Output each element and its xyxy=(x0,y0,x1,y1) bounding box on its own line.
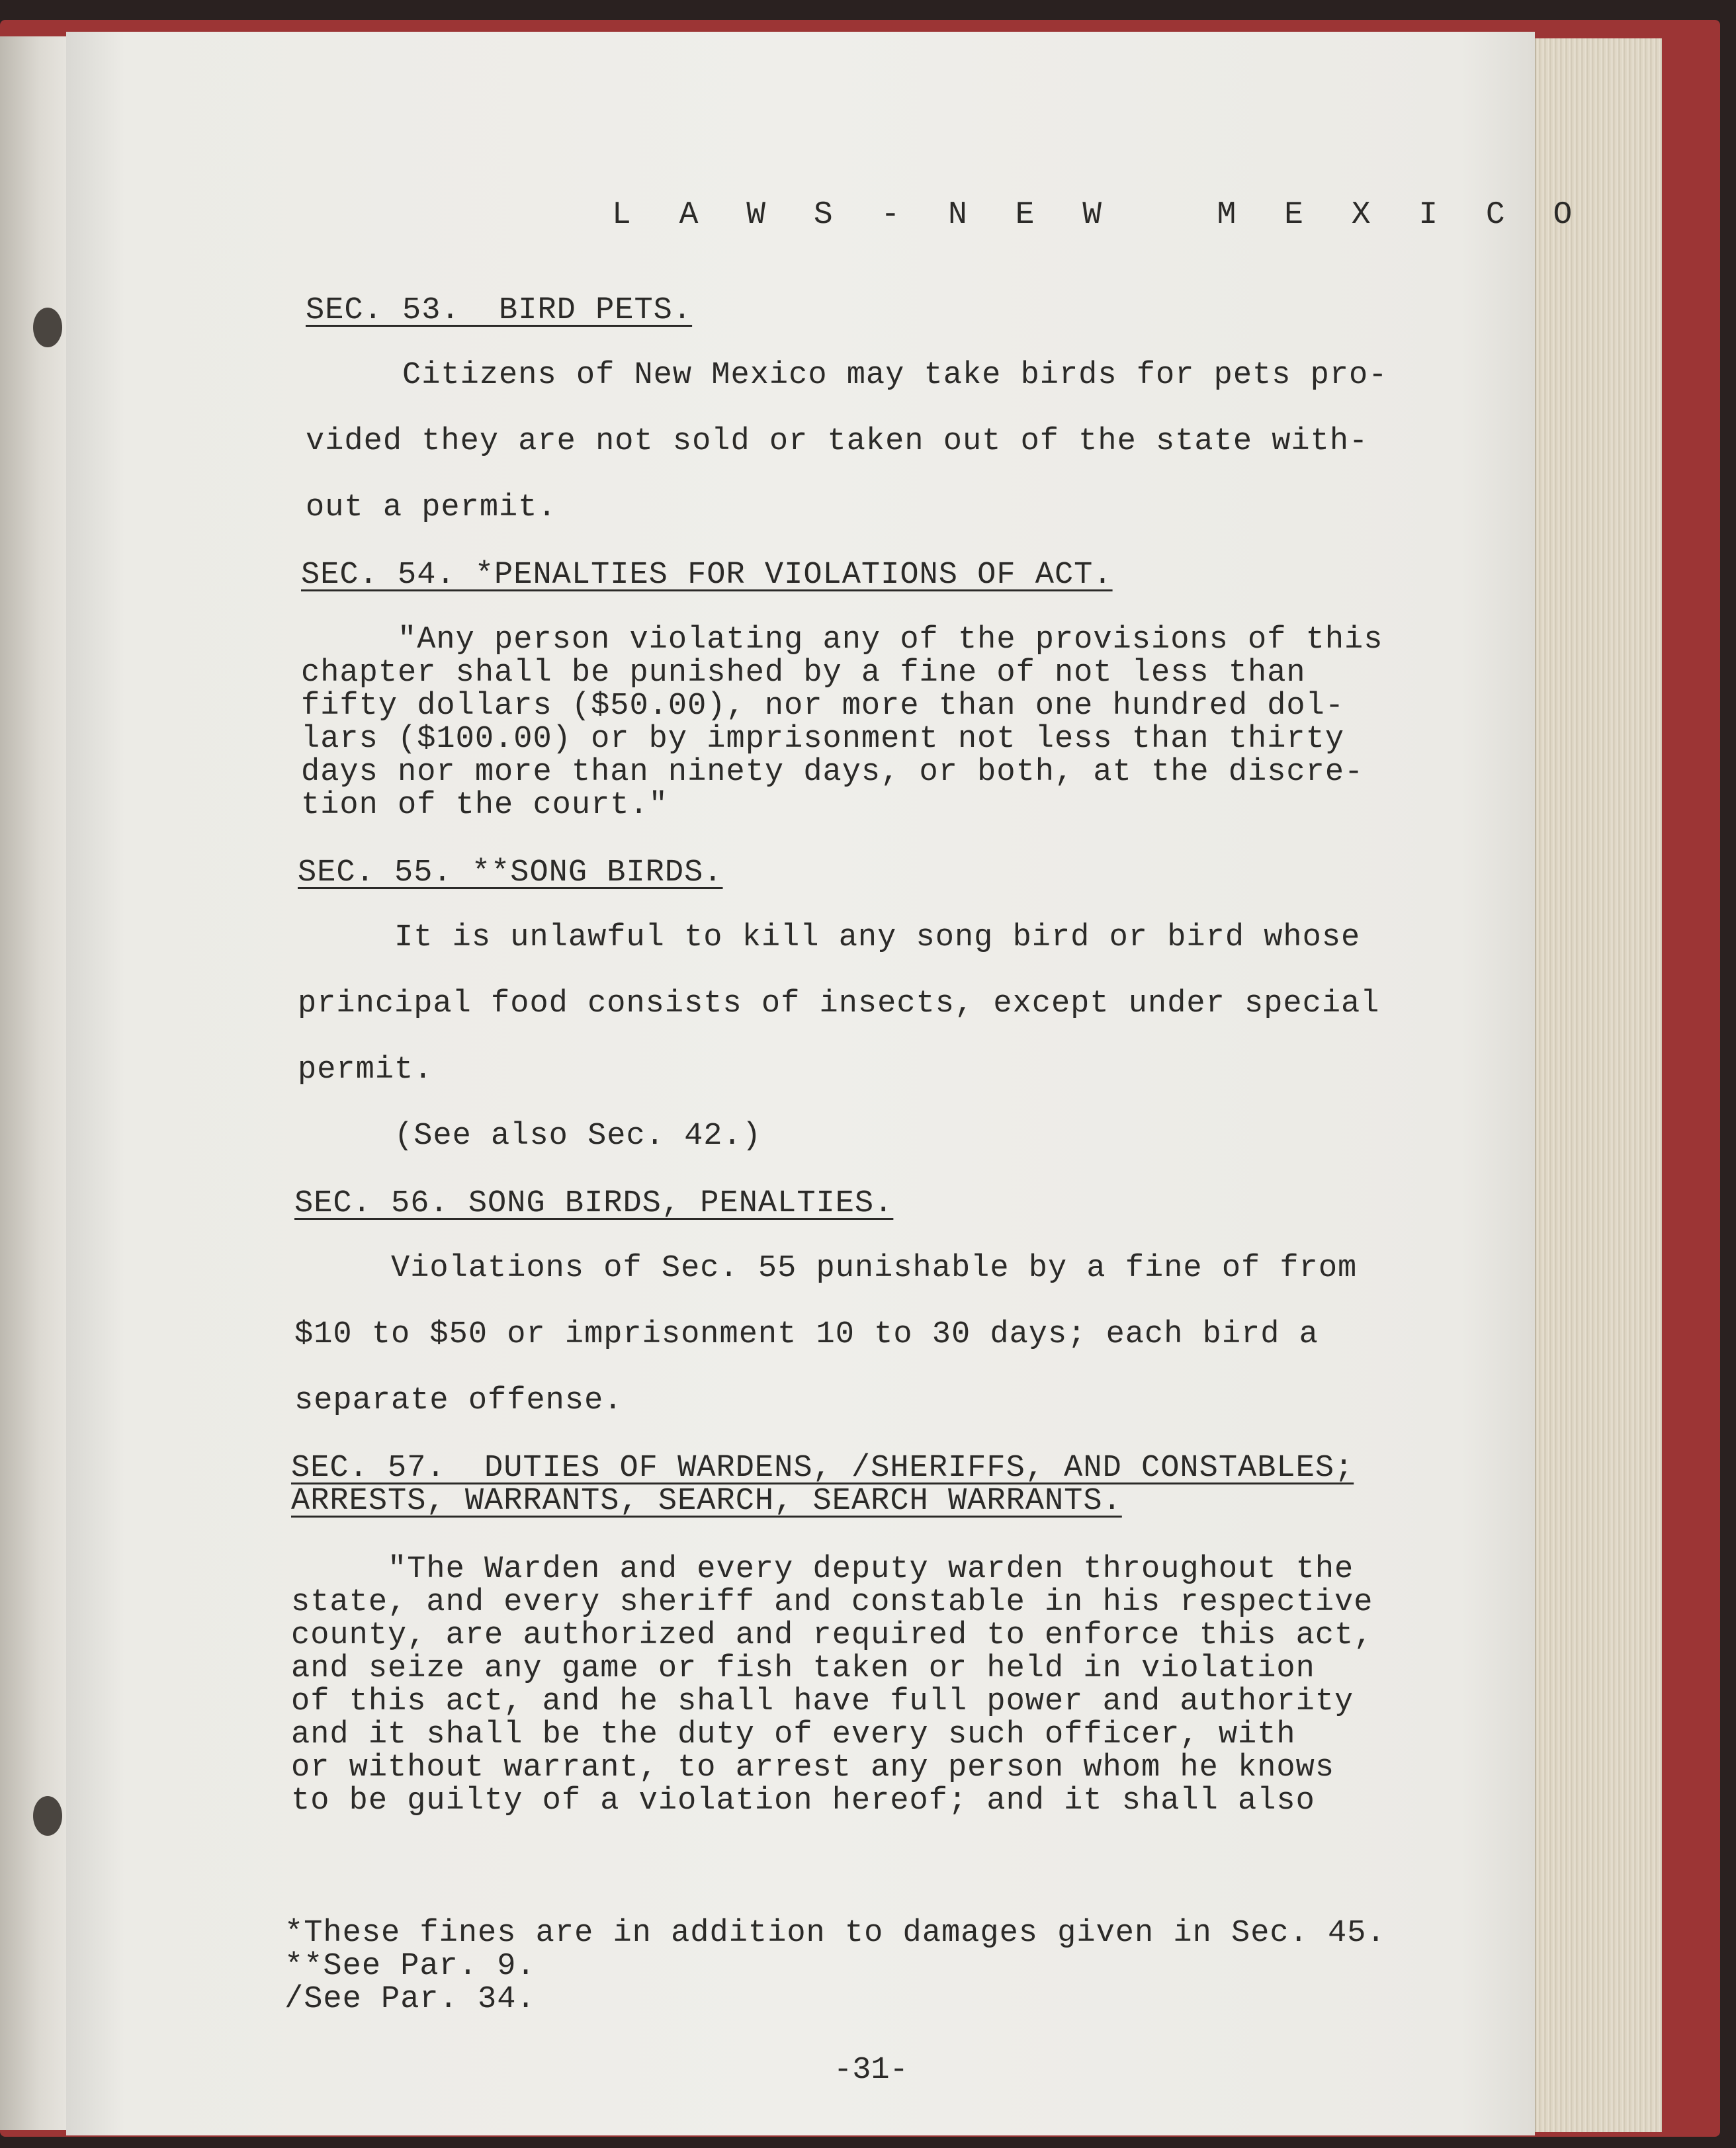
section-56-line-3: separate offense. xyxy=(294,1383,623,1418)
section-53-line-2: vided they are not sold or taken out of the state with- xyxy=(306,424,1369,459)
document-page xyxy=(66,32,1587,2135)
section-57-line-1: "The Warden and every deputy warden throughout the xyxy=(291,1552,1354,1587)
section-53-line-1: Citizens of New Mexico may take birds for pets pro- xyxy=(306,358,1388,393)
footnote-3: /See Par. 34. xyxy=(284,1982,536,2017)
section-57-line-7: or without warrant, to arrest any person whom he knows xyxy=(291,1750,1335,1785)
section-55-line-3: permit. xyxy=(298,1053,433,1088)
section-55-line-1: It is unlawful to kill any song bird or bird whose xyxy=(298,920,1361,955)
previous-page-edge xyxy=(0,36,68,2130)
section-56-heading: SEC. 56. SONG BIRDS, PENALTIES. xyxy=(294,1186,894,1221)
section-57-heading: SEC. 57. DUTIES OF WARDENS, /SHERIFFS, AND CONSTABLES; xyxy=(291,1451,1354,1486)
section-57-line-4: and seize any game or fish taken or held in violation xyxy=(291,1651,1315,1686)
section-55-line-4: (See also Sec. 42.) xyxy=(298,1119,761,1154)
section-57-line-8: to be guilty of a violation hereof; and it shall also xyxy=(291,1783,1315,1819)
section-56-line-1: Violations of Sec. 55 punishable by a fine of from xyxy=(294,1251,1358,1286)
page-title: L A W S - N E W M E X I C O xyxy=(612,197,1587,233)
section-56-line-2: $10 to $50 or imprisonment 10 to 30 days; each bird a xyxy=(294,1317,1319,1352)
section-55-line-2: principal food consists of insects, except under special xyxy=(298,986,1380,1021)
page-edges xyxy=(1535,38,1662,2132)
binding-hole-top xyxy=(33,308,62,347)
section-57-heading-line-2: ARRESTS, WARRANTS, SEARCH, SEARCH WARRANTS. xyxy=(291,1484,1122,1519)
binding-hole-bottom xyxy=(33,1796,62,1836)
section-54-line-4: lars ($100.00) or by imprisonment not less than thirty xyxy=(301,722,1345,757)
section-54-line-5: days nor more than ninety days, or both, at the discre- xyxy=(301,755,1364,790)
section-53-line-3: out a permit. xyxy=(306,490,557,525)
section-54-line-3: fifty dollars ($50.00), nor more than one hundred dol- xyxy=(301,689,1345,724)
section-54-line-6: tion of the court." xyxy=(301,788,668,823)
page-number: -31- xyxy=(834,2053,908,2088)
section-57-line-2: state, and every sheriff and constable in his respective xyxy=(291,1585,1373,1620)
section-57-line-5: of this act, and he shall have full power and authority xyxy=(291,1684,1354,1719)
section-54-line-1: "Any person violating any of the provisions of this xyxy=(301,623,1383,658)
section-54-line-2: chapter shall be punished by a fine of not less than xyxy=(301,656,1306,691)
section-55-heading: SEC. 55. **SONG BIRDS. xyxy=(298,855,723,890)
footnote-1: *These fines are in addition to damages given in Sec. 45. xyxy=(284,1916,1386,1951)
section-57-line-3: county, are authorized and required to enforce this act, xyxy=(291,1618,1373,1653)
section-54-heading: SEC. 54. *PENALTIES FOR VIOLATIONS OF ACT. xyxy=(301,558,1113,593)
section-57-line-6: and it shall be the duty of every such officer, with xyxy=(291,1717,1296,1752)
footnote-2: **See Par. 9. xyxy=(284,1949,536,1984)
section-53-heading: SEC. 53. BIRD PETS. xyxy=(306,293,693,328)
